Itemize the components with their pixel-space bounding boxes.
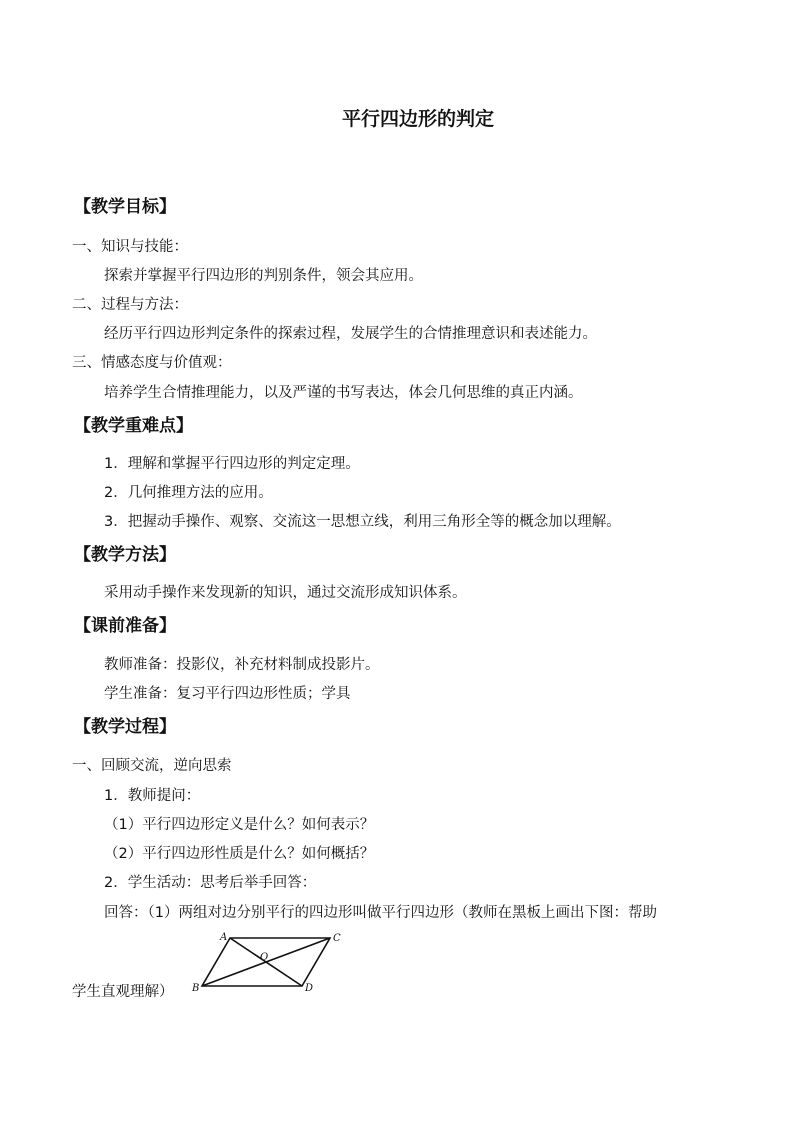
goal-line: 三、情感态度与价值观：	[72, 355, 232, 371]
goal-line: 二、过程与方法：	[72, 297, 188, 313]
label-d: D	[305, 983, 314, 994]
heading-process: 【教学过程】	[74, 717, 176, 737]
process-line: （2）平行四边形性质是什么？如何概括？	[104, 846, 375, 862]
prep-line: 教师准备：投影仪，补充材料制成投影片。	[104, 657, 380, 673]
keypoint-line: 2．几何推理方法的应用。	[104, 485, 273, 501]
parallelogram-diagram	[180, 930, 350, 994]
process-line: （1）平行四边形定义是什么？如何表示？	[104, 817, 375, 833]
goal-line: 探索并掌握平行四边形的判别条件，领会其应用。	[104, 268, 423, 284]
prep-line: 学生准备：复习平行四边形性质；学具	[104, 686, 351, 702]
process-line: 2．学生活动：思考后举手回答：	[104, 875, 317, 891]
page-title: 平行四边形的判定	[341, 108, 494, 130]
keypoint-line: 3．把握动手操作、观察、交流这一思想立线，利用三角形全等的概念加以理解。	[104, 514, 621, 530]
label-a: A	[220, 932, 228, 943]
label-b: B	[192, 983, 200, 994]
method-text: 采用动手操作来发现新的知识，通过交流形成知识体系。	[104, 585, 467, 601]
goal-line: 一、知识与技能：	[72, 239, 188, 255]
keypoint-line: 1．理解和掌握平行四边形的判定定理。	[104, 456, 360, 472]
heading-keypoints: 【教学重难点】	[74, 416, 193, 436]
process-line: 回答：（1）两组对边分别平行的四边形叫做平行四边形（教师在黑板上画出下图：帮助	[104, 905, 657, 921]
goal-line: 经历平行四边形判定条件的探索过程，发展学生的合情推理意识和表述能力。	[104, 326, 597, 342]
label-c: C	[333, 933, 341, 944]
goal-line: 培养学生合情推理能力，以及严谨的书写表达，体会几何思维的真正内涵。	[104, 385, 583, 401]
process-line: 学生直观理解）	[72, 984, 174, 1000]
label-o: O	[260, 952, 269, 963]
process-line: 1．教师提问：	[104, 788, 201, 804]
heading-method: 【教学方法】	[74, 545, 176, 565]
heading-goals: 【教学目标】	[74, 197, 176, 217]
process-line: 一、回顾交流，逆向思索	[72, 758, 232, 774]
heading-prep: 【课前准备】	[74, 616, 176, 636]
